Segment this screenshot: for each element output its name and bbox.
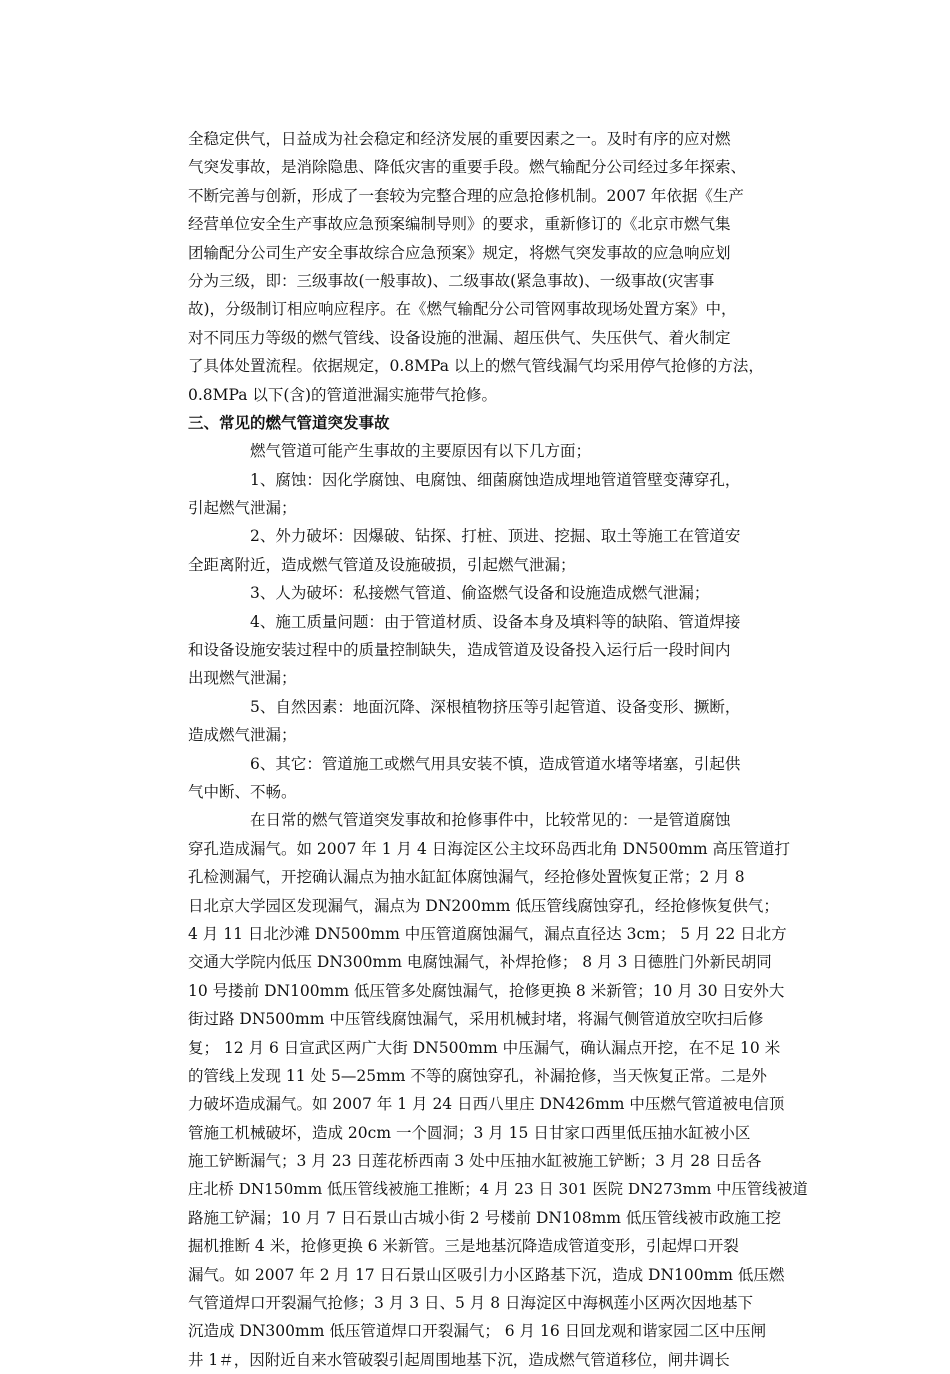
text-line: 复； 12 月 6 日宣武区两广大街 DN500mm 中压漏气，确认漏点开挖，在不足 10 米 [188, 1038, 781, 1057]
text-line: 3、人为破坏：私接燃气管道、偷盗燃气设备和设施造成燃气泄漏； [250, 584, 710, 603]
text-line: 0.8MPa 以下(含)的管道泄漏实施带气抢修。 [188, 385, 498, 404]
text-line: 和设备设施安装过程中的质量控制缺失，造成管道及设备投入运行后一段时间内 [188, 641, 731, 660]
text-line: 施工铲断漏气；3 月 23 日莲花桥西南 3 处中压抽水缸被施工铲断；3 月 28 日岳各 [188, 1152, 762, 1171]
text-line: 气管道焊口开裂漏气抢修；3 月 3 日、5 月 8 日海淀区中海枫莲小区两次因地基下 [188, 1294, 754, 1313]
section-heading: 三、常见的燃气管道突发事故 [188, 413, 390, 432]
text-line: 漏气。如 2007 年 2 月 17 日石景山区吸引力小区路基下沉，造成 DN100mm 低压燃 [188, 1265, 785, 1284]
text-line: 不断完善与创新，形成了一套较为完整合理的应急抢修机制。2007 年依据《生产 [188, 186, 744, 205]
document-body [188, 125, 808, 1374]
text-line: 气突发事故，是消除隐患、降低灾害的重要手段。燃气输配分公司经过多年探索、 [188, 158, 747, 177]
text-line: 路施工铲漏；10 月 7 日石景山古城小街 2 号楼前 DN108mm 低压管线被市政施工挖 [188, 1208, 781, 1227]
text-line: 经营单位安全生产事故应急预案编制导则》的要求，重新修订的《北京市燃气集 [188, 215, 731, 234]
text-line: 燃气管道可能产生事故的主要原因有以下几方面； [250, 442, 592, 461]
text-line: 沉造成 DN300mm 低压管道焊口开裂漏气； 6 月 16 日回龙观和谐家园二区中压闸 [188, 1322, 767, 1341]
text-line: 1、腐蚀：因化学腐蚀、电腐蚀、细菌腐蚀造成埋地管道管壁变薄穿孔， [250, 470, 741, 489]
text-line: 的管线上发现 11 处 5—25mm 不等的腐蚀穿孔，补漏抢修，当天恢复正常。二是外 [188, 1066, 767, 1085]
text-line: 孔检测漏气，开挖确认漏点为抽水缸缸体腐蚀漏气，经抢修处置恢复正常；2 月 8 [188, 868, 745, 887]
text-line: 10 号搂前 DN100mm 低压管多处腐蚀漏气，抢修更换 8 米新管；10 月 30 日安外大 [188, 981, 785, 1000]
text-line: 引起燃气泄漏； [188, 499, 297, 518]
text-line: 出现燃气泄漏； [188, 669, 297, 688]
text-line: 掘机推断 4 米，抢修更换 6 米新管。三是地基沉降造成管道变形，引起焊口开裂 [188, 1237, 739, 1256]
text-line: 力破坏造成漏气。如 2007 年 1 月 24 日西八里庄 DN426mm 中压燃气管道被电信顶 [188, 1095, 785, 1114]
text-line: 气中断、不畅。 [188, 782, 297, 801]
text-line: 全稳定供气，日益成为社会稳定和经济发展的重要因素之一。及时有序的应对燃 [188, 130, 731, 148]
text-line: 故)，分级制订相应响应程序。在《燃气输配分公司管网事故现场处置方案》中， [188, 300, 737, 319]
text-line: 管施工机械破坏，造成 20cm 一个圆洞；3 月 15 日甘家口西里低压抽水缸被小区 [188, 1123, 751, 1142]
text-line: 在日常的燃气管道突发事故和抢修事件中，比较常见的：一是管道腐蚀 [250, 811, 731, 830]
text-line: 2、外力破坏：因爆破、钻探、打桩、顶进、挖掘、取土等施工在管道安 [250, 527, 741, 546]
text-line: 4、施工质量问题：由于管道材质、设备本身及填料等的缺陷、管道焊接 [250, 612, 741, 631]
text-line: 穿孔造成漏气。如 2007 年 1 月 4 日海淀区公主坟环岛西北角 DN500mm 高压管道打 [188, 839, 791, 858]
text-line: 4 月 11 日北沙滩 DN500mm 中压管道腐蚀漏气，漏点直径达 3cm； 5 月 22 日北方 [188, 924, 787, 943]
text-line: 交通大学院内低压 DN300mm 电腐蚀漏气，补焊抢修； 8 月 3 日德胜门外新民胡同 [188, 953, 772, 972]
text-line: 日北京大学园区发现漏气，漏点为 DN200mm 低压管线腐蚀穿孔，经抢修恢复供气； [188, 896, 779, 915]
text-line: 了具体处置流程。依据规定，0.8MPa 以上的燃气管线漏气均采用停气抢修的方法， [188, 357, 764, 376]
text-line: 全距离附近，造成燃气管道及设施破损，引起燃气泄漏； [188, 555, 576, 574]
text-line: 团输配分公司生产安全事故综合应急预案》规定，将燃气突发事故的应急响应划 [188, 243, 731, 262]
text-line: 造成燃气泄漏； [188, 726, 297, 745]
text-line: 街过路 DN500mm 中压管线腐蚀漏气，采用机械封堵，将漏气侧管道放空吹扫后修 [188, 1010, 764, 1029]
text-line: 庄北桥 DN150mm 低压管线被施工推断；4 月 23 日 301 医院 DN273mm 中压管线被道 [188, 1180, 808, 1199]
text-line: 对不同压力等级的燃气管线、设备设施的泄漏、超压供气、失压供气、着火制定 [188, 328, 731, 347]
text-line: 6、其它：管道施工或燃气用具安装不慎，造成管道水堵等堵塞，引起供 [250, 754, 741, 773]
text-line: 5、自然因素：地面沉降、深根植物挤压等引起管道、设备变形、撅断， [250, 697, 741, 716]
text-line: 分为三级，即：三级事故(一般事故)、二级事故(紧急事故)、一级事故(灾害事 [188, 271, 715, 290]
text-line: 井 1＃，因附近自来水管破裂引起周围地基下沉，造成燃气管道移位，闸井调长 [188, 1350, 730, 1369]
